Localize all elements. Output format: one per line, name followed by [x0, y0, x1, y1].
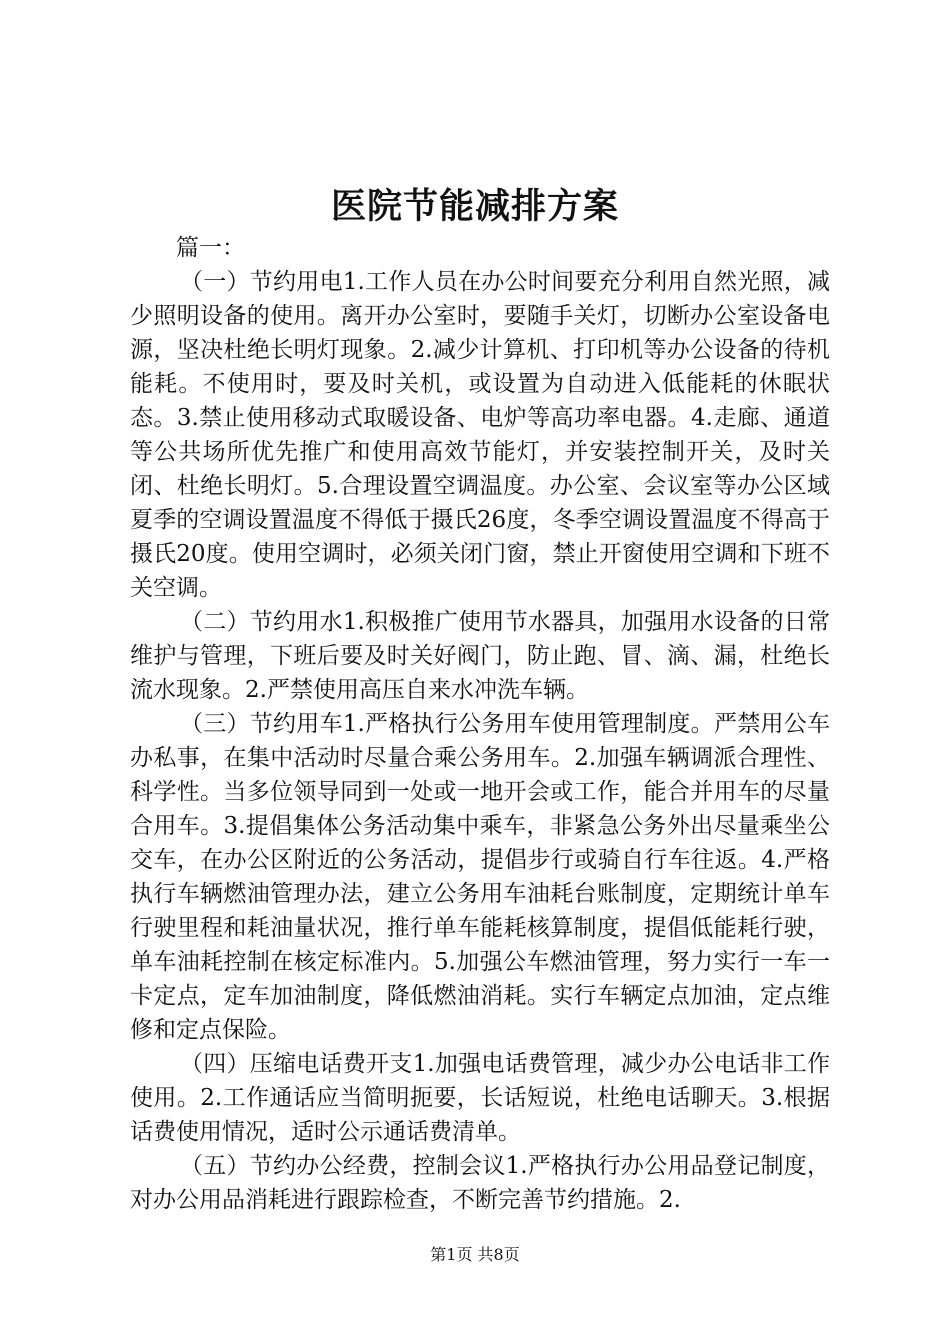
section-telephone: （四）压缩电话费开支1.加强电话费管理，减少办公电话非工作使用。2.工作通话应当简明扼要，长话短说，杜绝电话聊天。3.根据话费使用情况，适时公示通话费清单。 [130, 1051, 830, 1145]
section-vehicles: （三）节约用车1.严格执行公务用车使用管理制度。严禁用公车办私事，在集中活动时尽量合乘公务用车。2.加强车辆调派合理性、科学性。当多位领导同到一处或一地开会或工作，能合并用车的尽量合用车。3.提倡集体公务活动集中乘车，非紧急公务外出尽量乘坐公交车，在办公区附近的公务活动，提倡步行或骑自行车往返。4.严格执行车辆燃油管理办法，建立公务用车油耗台账制度，定期统计单车行驶里程和耗油量状况，推行单车能耗核算制度，提倡低能耗行驶，单车油耗控制在核定标准内。5.加强公车燃油管理，努力实行一车一卡定点，定车加油制度，降低燃油消耗。实行车辆定点加油，定点维修和定点保险。 [130, 711, 830, 1043]
intro-paragraph: 篇一： [176, 235, 245, 261]
section-water: （二）节约用水1.积极推广使用节水器具，加强用水设备的日常维护与管理，下班后要及时关好阀门，防止跑、冒、滴、漏，杜绝长流水现象。2.严禁使用高压自来水冲洗车辆。 [130, 609, 830, 703]
section-office-expenses: （五）节约办公经费，控制会议1.严格执行办公用品登记制度，对办公用品消耗进行跟踪检查，不断完善节约措施。2. [130, 1153, 830, 1213]
document-title: 医院节能减排方案 [330, 186, 619, 227]
section-electricity: （一）节约用电1.工作人员在办公时间要充分利用自然光照，减少照明设备的使用。离开办公室时，要随手关灯，切断办公室设备电源，坚决杜绝长明灯现象。2.减少计算机、打印机等办公设备的待机能耗。不使用时，要及时关机，或设置为自动进入低能耗的休眠状态。3.禁止使用移动式取暖设备、电炉等高功率电器。4.走廊、通道等公共场所优先推广和使用高效节能灯，并安装控制开关，及时关闭、杜绝长明灯。5.合理设置空调温度。办公室、会议室等办公区域夏季的空调设置温度不得低于摄氏26度，冬季空调设置温度不得高于摄氏20度。使用空调时，必须关闭门窗，禁止开窗使用空调和下班不关空调。 [130, 269, 830, 601]
document-body [130, 231, 830, 1217]
page-number-footer: 第1页 共8页 [430, 1245, 520, 1264]
